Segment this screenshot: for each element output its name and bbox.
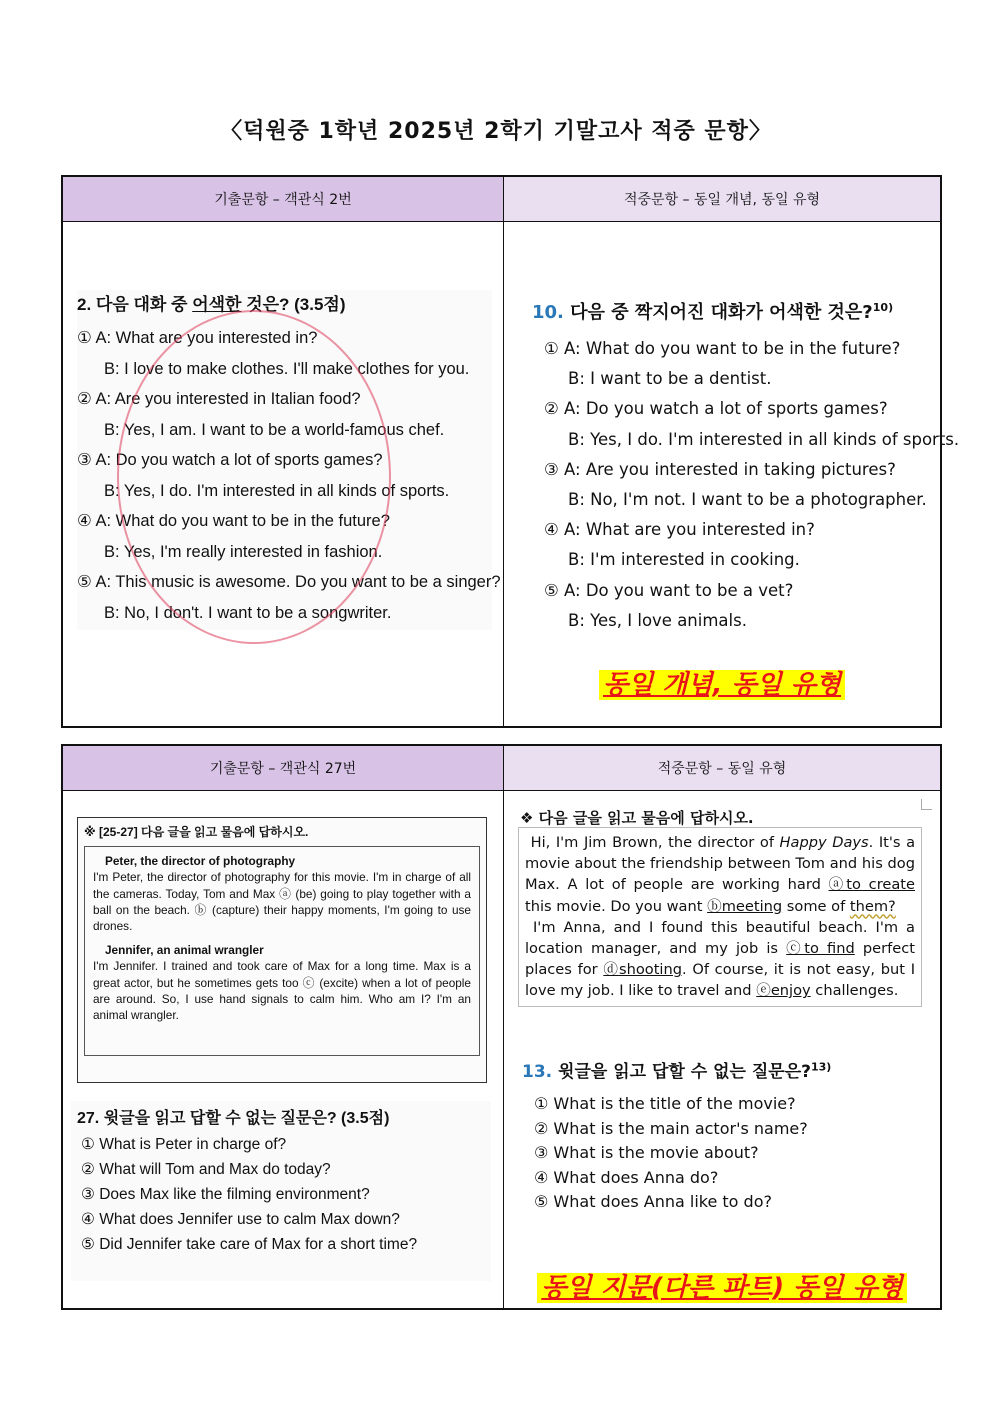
comparison-table-1	[61, 175, 960, 728]
hit-question	[522, 1057, 831, 1215]
passage-paragraph: I'm Anna, and I found this beautiful beach. I'm a location manager, and my job is ⓒto find perfect places for ⓓshooting. Of course, it is not easy, but I love my job. I like to travel and ⓔenjoy challenges.	[525, 918, 916, 1000]
passage-paragraph: I'm Peter, the director of photography for this movie. I'm in charge of all the cameras. Today, Tom and Max ⓐ (be) going to play together with a ball on the beach. ⓑ (capture) their happy moments, I'm going to use drones.	[93, 870, 471, 934]
passage-box	[77, 817, 487, 1083]
hit-question-cell	[504, 222, 960, 727]
passage-paragraph: I'm Jennifer. I trained and took care of Max for a long time. Max is a great actor, but he sometimes gets too ⓒ (excite) when a lot of people are around. So, I use hand signals to calm him. Who am I? I'm an animal wrangler.	[93, 959, 471, 1023]
comparison-table-2	[61, 744, 942, 1310]
dialogue-line-b: B: Yes, I do. I'm interested in all kinds of sports.	[104, 481, 450, 500]
dialogue-line-b: B: I want to be a dentist.	[568, 369, 772, 389]
question-heading: 2. 다음 대화 중 어색한 것은? (3.5점)	[77, 295, 346, 314]
dialogue-line-a: ④ A: What are you interested in?	[544, 520, 815, 540]
header-past-question: 기출문항 – 객관식 2번	[63, 177, 504, 221]
passage-heading: ❖ 다음 글을 읽고 물음에 답하시오.	[520, 809, 754, 827]
table-header-row	[63, 177, 940, 222]
match-stamp: 동일 지문(다른 파트) 동일 유형	[504, 1267, 940, 1304]
passage-paragraph: Hi, I'm Jim Brown, the director of Happy Days. It's a movie about the friendship between Tom and his dog Max. A lot of people are working hard ⓐto create this movie. Do you want ⓑmeeting some of them?	[525, 834, 916, 915]
hit-question	[532, 298, 959, 636]
question-heading: 27. 윗글을 읽고 답할 수 없는 질문은? (3.5점)	[77, 1110, 390, 1127]
dialogue-line-b: B: No, I don't. I want to be a songwriter.	[104, 603, 392, 622]
dialogue-line-b: B: I'm interested in cooking.	[568, 550, 800, 570]
answer-option: ⑤ What does Anna like to do?	[534, 1192, 772, 1211]
header-past-question: 기출문항 – 객관식 27번	[63, 746, 504, 790]
passage-box	[518, 827, 922, 1007]
dialogue-line-b: B: Yes, I love animals.	[568, 610, 747, 630]
hit-question-cell	[504, 791, 940, 1309]
dialogue-line-a: ③ A: Do you watch a lot of sports games?	[77, 451, 383, 469]
past-question-cell	[63, 791, 504, 1309]
dialogue-line-a: ① A: What do you want to be in the future?	[544, 339, 901, 358]
question-heading: 13. 윗글을 읽고 답할 수 없는 질문은?$^{13)}$	[522, 1060, 832, 1082]
past-question-scan	[77, 290, 501, 630]
header-hit-question: 적중문항 – 동일 개념, 동일 유형	[504, 177, 940, 221]
dialogue-line-a: ① A: What are you interested in?	[77, 329, 318, 347]
answer-option: ③ What is the movie about?	[534, 1143, 759, 1162]
speaker-name: Jennifer, an animal wrangler	[105, 943, 264, 958]
dialogue-line-a: ⑤ A: Do you want to be a vet?	[544, 580, 794, 600]
answer-option: ② What will Tom and Max do today?	[81, 1161, 331, 1178]
speaker-name: Peter, the director of photography	[105, 854, 296, 869]
question-heading: 10. 다음 중 짝지어진 대화가 어색한 것은?$^{10)}$	[532, 301, 894, 323]
dialogue-line-a: ③ A: Are you interested in taking pictures?	[544, 459, 896, 479]
dialogue-line-b: B: Yes, I'm really interested in fashion.	[104, 542, 383, 561]
header-hit-question: 적중문항 – 동일 유형	[504, 746, 940, 790]
dialogue-line-a: ② A: Do you watch a lot of sports games?	[544, 399, 888, 419]
dialogue-line-b: B: Yes, I am. I want to be a world-famous chef.	[104, 420, 445, 439]
dialogue-line-a: ② A: Are you interested in Italian food?	[77, 390, 361, 408]
dialogue-line-a: ⑤ A: This music is awesome. Do you want to be a singer?	[77, 573, 501, 591]
passage-heading: ※ [25-27] 다음 글을 읽고 물음에 답하시오.	[84, 825, 309, 839]
past-question-scan	[71, 1101, 491, 1281]
answer-option: ⑤ Did Jennifer take care of Max for a short time?	[81, 1236, 418, 1253]
answer-option: ④ What does Anna do?	[534, 1167, 719, 1187]
table-header-row	[63, 746, 940, 791]
past-question-cell	[63, 222, 504, 727]
match-stamp: 동일 개념, 동일 유형	[504, 664, 940, 701]
answer-option: ② What is the main actor's name?	[534, 1118, 808, 1138]
page-title: 〈덕원중 1학년 2025년 2학기 기말고사 적중 문항〉	[220, 119, 772, 144]
dialogue-line-a: ④ A: What do you want to be in the future?	[77, 512, 390, 530]
answer-option: ① What is Peter in charge of?	[81, 1136, 287, 1153]
dialogue-line-b: B: I love to make clothes. I'll make clothes for you.	[104, 359, 470, 378]
answer-option: ③ Does Max like the filming environment?	[81, 1186, 370, 1203]
answer-option: ① What is the title of the movie?	[534, 1094, 796, 1113]
dialogue-line-b: B: Yes, I do. I'm interested in all kinds of sports.	[568, 429, 960, 449]
answer-option: ④ What does Jennifer use to calm Max down?	[81, 1211, 400, 1228]
dialogue-line-b: B: No, I'm not. I want to be a photographer.	[568, 490, 927, 510]
corner-mark	[921, 799, 932, 810]
